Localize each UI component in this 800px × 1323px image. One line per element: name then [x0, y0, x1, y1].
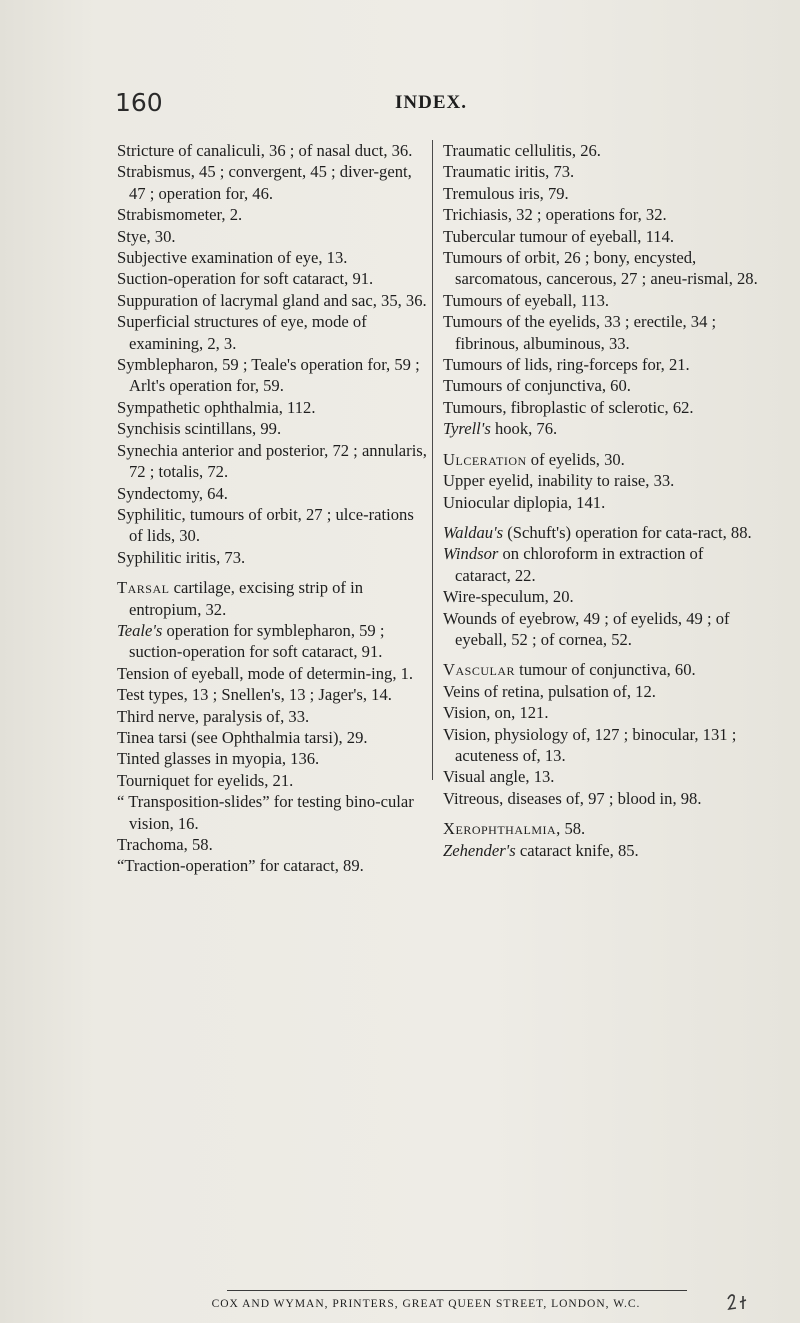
index-entry-text: Visual angle, 13.: [443, 767, 555, 787]
index-entry: [117, 226, 429, 247]
index-entry: [117, 290, 429, 311]
index-entry-text: Tourniquet for eyelids, 21.: [117, 770, 294, 790]
index-entry: [443, 226, 761, 247]
index-entry: [117, 204, 429, 225]
index-entry: [117, 311, 429, 354]
index-entry: [117, 140, 429, 161]
index-entry-italic-term: Waldau's: [443, 522, 504, 542]
index-entry: [117, 770, 429, 791]
index-entry-text: Syndectomy, 64.: [117, 483, 228, 503]
index-entry: [443, 247, 761, 290]
index-entry: [443, 840, 761, 861]
index-entry: [117, 706, 429, 727]
index-entry-text: Tumours of eyeball, 113.: [443, 290, 610, 310]
index-entry-small-caps-term: Ulceration: [443, 449, 527, 469]
index-entry-text: cartilage, excising strip of in entropium, 32.: [129, 578, 364, 619]
right-index-column: [443, 140, 761, 861]
index-entry: [443, 724, 761, 767]
index-entry: [443, 788, 761, 809]
index-entry-text: “ Transposition-slides” for testing bino-cular vision, 16.: [117, 792, 414, 833]
index-entry: [443, 354, 761, 375]
index-entry-text: Traumatic iritis, 73.: [443, 162, 575, 182]
index-entry-text: Vision, physiology of, 127 ; binocular, 131 ; acuteness of, 13.: [443, 724, 737, 765]
index-entry-text: Vitreous, diseases of, 97 ; blood in, 98.: [443, 788, 702, 808]
index-entry-text: Subjective examination of eye, 13.: [117, 248, 348, 268]
index-entry-text: Third nerve, paralysis of, 33.: [117, 706, 310, 726]
index-entry-text: Syphilitic, tumours of orbit, 27 ; ulce-rations of lids, 30.: [117, 504, 414, 546]
index-entry: [443, 766, 761, 787]
index-entry: [443, 449, 761, 470]
index-entry-text: Tinted glasses in myopia, 136.: [117, 749, 320, 769]
index-entry-text: Stye, 30.: [117, 226, 176, 246]
index-entry-text: Tinea tarsi (see Ophthalmia tarsi), 29.: [117, 727, 368, 747]
index-entry: [117, 684, 429, 705]
index-entry: [443, 818, 761, 839]
index-entry-text: cataract knife, 85.: [515, 840, 639, 860]
index-entry: [117, 577, 429, 620]
index-entry-text: Tension of eyeball, mode of determin-ing, 1.: [117, 663, 414, 683]
index-entry-text: Tubercular tumour of eyeball, 114.: [443, 226, 675, 246]
index-entry: [117, 727, 429, 748]
page-number: 160: [115, 88, 163, 117]
index-entry: [117, 663, 429, 684]
index-entry: [443, 311, 761, 354]
index-entry: [117, 483, 429, 504]
index-entry-text: Test types, 13 ; Snellen's, 13 ; Jager's, 14.: [117, 685, 392, 705]
index-entry-text: operation for symblepharon, 59 ; suction-operation for soft cataract, 91.: [129, 620, 385, 662]
index-entry: [443, 290, 761, 311]
index-entry: [443, 204, 761, 225]
index-entry-text: Tumours of the eyelids, 33 ; erectile, 34 ; fibrinous, albuminous, 33.: [443, 312, 717, 353]
index-entry-text: Synchisis scintillans, 99.: [117, 419, 282, 439]
index-entry-text: Traumatic cellulitis, 26.: [443, 141, 601, 160]
index-entry-text: (Schuft's) operation for cata-ract, 88.: [503, 522, 752, 542]
index-entry-text: Tumours, fibroplastic of sclerotic, 62.: [443, 397, 694, 417]
index-entry-small-caps-term: Xerophthalmia: [443, 819, 557, 839]
index-entry: [443, 397, 761, 418]
index-entry: [117, 268, 429, 289]
index-entry: [443, 183, 761, 204]
index-entry-text: Tumours of lids, ring-forceps for, 21.: [443, 355, 690, 375]
index-entry: [117, 791, 429, 834]
index-entry: [117, 440, 429, 483]
index-entry-text: Superficial structures of eye, mode of examining, 2, 3.: [117, 312, 367, 353]
index-entry: [443, 140, 761, 161]
index-entry-text: Vision, on, 121.: [443, 703, 549, 723]
index-entry: [117, 547, 429, 568]
index-entry-italic-term: Windsor: [443, 544, 499, 564]
index-entry: [443, 161, 761, 182]
index-entry-text: Symblepharon, 59 ; Teale's operation for, 59 ; Arlt's operation for, 59.: [117, 355, 420, 396]
index-entry-text: Sympathetic ophthalmia, 112.: [117, 397, 316, 417]
index-entry-text: Wounds of eyebrow, 49 ; of eyelids, 49 ; of eyeball, 52 ; of cornea, 52.: [443, 608, 730, 649]
handwritten-mark: [726, 1290, 752, 1322]
index-entry-text: of eyelids, 30.: [526, 449, 625, 469]
index-entry: [443, 375, 761, 396]
index-entry-italic-term: Teale's: [117, 620, 163, 640]
index-entry-text: Suppuration of lacrymal gland and sac, 35, 36.: [117, 290, 427, 310]
index-entry-italic-term: Tyrell's: [443, 419, 491, 439]
index-entry-text: tumour of conjunctiva, 60.: [515, 660, 696, 680]
index-entry: [443, 702, 761, 723]
index-entry-text: Trichiasis, 32 ; operations for, 32.: [443, 205, 667, 225]
index-entry-text: Stricture of canaliculi, 36 ; of nasal duct, 36.: [117, 141, 413, 160]
index-entry: [117, 748, 429, 769]
index-entry-text: Upper eyelid, inability to raise, 33.: [443, 471, 675, 491]
index-entry-text: on chloroform in extraction of cataract, 22.: [455, 544, 704, 585]
page-title: INDEX.: [395, 92, 467, 113]
index-entry-text: Strabismometer, 2.: [117, 205, 243, 225]
index-entry: [117, 418, 429, 439]
index-entry-text: Suction-operation for soft cataract, 91.: [117, 269, 374, 289]
index-entry: [117, 504, 429, 547]
index-entry-text: Trachoma, 58.: [117, 835, 213, 854]
index-entry: [443, 659, 761, 680]
index-entry: [117, 354, 429, 397]
index-entry-italic-term: Zehender's: [443, 840, 516, 860]
index-entry-text: Tumours of orbit, 26 ; bony, encysted, sarcomatous, cancerous, 27 ; aneu-rismal, 28.: [443, 248, 758, 289]
index-entry: [443, 586, 761, 607]
index-entry-text: Tremulous iris, 79.: [443, 183, 569, 203]
index-entry: [443, 608, 761, 651]
index-entry-text: “Traction-operation” for cataract, 89.: [117, 856, 364, 876]
index-entry-text: Tumours of conjunctiva, 60.: [443, 376, 631, 396]
index-entry-text: Veins of retina, pulsation of, 12.: [443, 681, 656, 701]
index-entry-text: Synechia anterior and posterior, 72 ; annularis, 72 ; totalis, 72.: [117, 440, 427, 482]
index-entry: [117, 397, 429, 418]
index-entry-text: , 58.: [556, 819, 586, 839]
index-entry-text: Strabismus, 45 ; convergent, 45 ; diver-gent, 47 ; operation for, 46.: [117, 162, 412, 203]
footer-rule: [227, 1290, 687, 1291]
handwritten-mark-drawing: [726, 1290, 752, 1316]
index-entry-text: Wire-speculum, 20.: [443, 587, 574, 607]
index-entry-small-caps-term: Tarsal: [117, 578, 170, 598]
index-entry: [443, 522, 761, 543]
index-entry-text: Syphilitic iritis, 73.: [117, 547, 246, 567]
column-divider: [432, 140, 433, 780]
index-entry: [443, 492, 761, 513]
index-entry: [443, 543, 761, 586]
index-entry: [443, 681, 761, 702]
index-entry-text: Uniocular diplopia, 141.: [443, 492, 606, 512]
page-header: [115, 88, 715, 122]
index-entry: [117, 620, 429, 663]
index-entry-text: hook, 76.: [490, 419, 558, 439]
index-entry: [117, 834, 429, 855]
index-entry-small-caps-term: Vascular: [443, 660, 515, 680]
index-entry: [443, 470, 761, 491]
index-entry: [117, 247, 429, 268]
left-index-column: [117, 140, 429, 877]
index-entry: [117, 161, 429, 204]
index-entry: [443, 418, 761, 439]
index-entry: [117, 855, 429, 876]
printer-imprint: COX AND WYMAN, PRINTERS, GREAT QUEEN STREET, LONDON, W.C.: [211, 1298, 641, 1310]
